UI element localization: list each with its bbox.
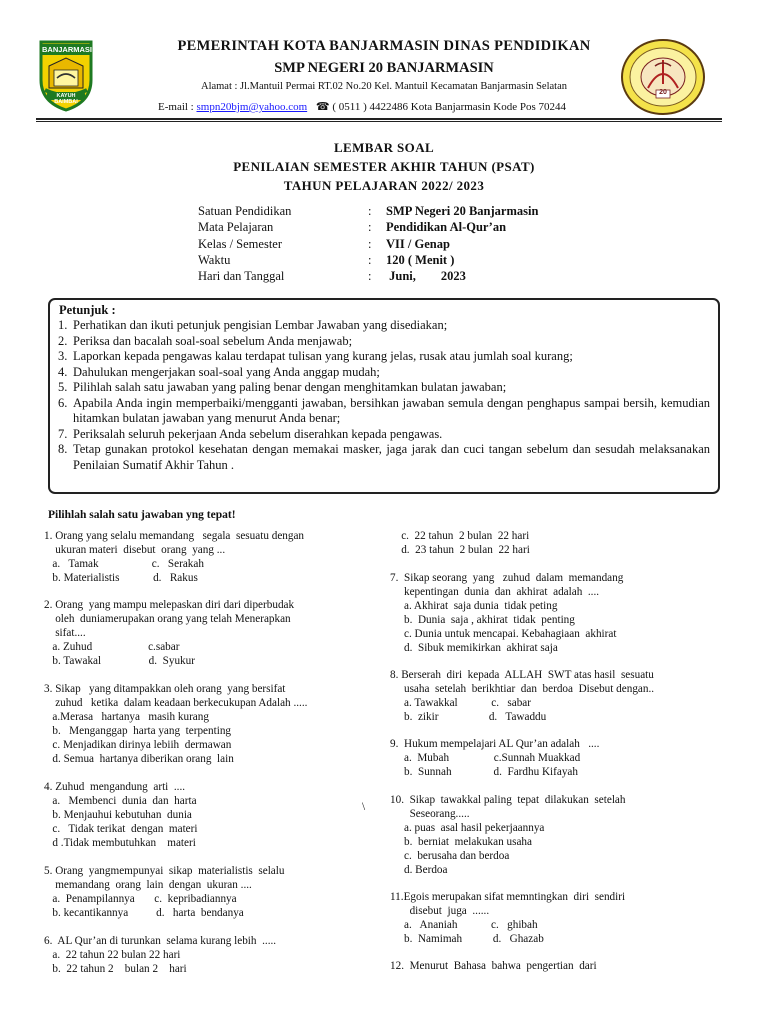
instruction-item: 8. Tetap gunakan protokol kesehatan dengan memakai masker, jaga jarak dan cuci tangan sebelum dan sesudah melaksanakan Penilaian Sumatif Akhir Tahun . xyxy=(58,442,710,472)
question-line: b. Menjauhui kebutuhan dunia xyxy=(44,809,192,821)
logo-motto: KAYUH BAIMBAI xyxy=(54,93,78,105)
info-colon: : xyxy=(368,253,372,267)
question-line: 1. Orang yang selalu memandang segala sesuatu dengan xyxy=(44,530,305,542)
instruction-item: 5. Pilihlah salah satu jawaban yang paling benar dengan menghitamkan bulatan jawaban; xyxy=(58,380,507,394)
question-line: a. Akhirat saja dunia tidak peting xyxy=(390,600,558,612)
header-school-name: SMP NEGERI 20 BANJARMASIN xyxy=(274,60,494,76)
header-government: PEMERINTAH KOTA BANJARMASIN DINAS PENDIDIKAN xyxy=(177,38,591,54)
phone-text: ☎ ( 0511 ) 4422486 Kota Banjarmasin Kode Pos 70244 xyxy=(315,101,566,113)
doc-title: LEMBAR SOAL xyxy=(333,140,435,155)
question-instruction: Pilihlah salah satu jawaban yng tepat! xyxy=(48,509,236,521)
question-line: ukuran materi disebut orang yang ... xyxy=(44,544,226,556)
info-label: Waktu xyxy=(198,253,231,267)
info-colon: : xyxy=(368,269,372,283)
question-line: c. Tidak terikat dengan materi xyxy=(44,823,198,835)
doc-subtitle: PENILAIAN SEMESTER AKHIR TAHUN (PSAT) xyxy=(233,159,535,174)
question-line: d. Semua hartanya diberikan orang lain xyxy=(44,753,234,765)
question-line: disebut juga ...... xyxy=(390,905,490,917)
question-line: b. Sunnah d. Fardhu Kifayah xyxy=(390,766,578,778)
question-line: 10. Sikap tawakkal paling tepat dilakukan setelah xyxy=(390,794,626,806)
instruction-item: 3. Laporkan kepada pengawas kalau terdapat tulisan yang kurang jelas, rusak atau jumlah soal kurang; xyxy=(58,349,573,363)
info-colon: : xyxy=(368,237,372,251)
question-line: b. zikir d. Tawaddu xyxy=(390,711,547,723)
question-line: b. Namimah d. Ghazab xyxy=(390,933,544,945)
question-line: d. 23 tahun 2 bulan 22 hari xyxy=(390,544,530,556)
question-line: kepentingan dunia dan akhirat adalah .... xyxy=(390,586,600,598)
question-line: 11.Egois merupakan sifat memntingkan diri sendiri xyxy=(390,891,626,903)
question-line: b. berniat melakukan usaha xyxy=(390,836,532,848)
question-line: b. Tawakal d. Syukur xyxy=(44,655,195,667)
info-colon: : xyxy=(368,204,372,218)
info-value: Pendidikan Al-Qur’an xyxy=(386,220,507,234)
instruction-item: 6. Apabila Anda ingin memperbaiki/mengganti jawaban, bersihkan jawaban semula dengan penghapus sampai bersih, kemudian hitamkan bulatan jawaban yang menurut Anda benar; xyxy=(58,395,710,425)
question-line: a.Merasa hartanya masih kurang xyxy=(44,711,209,723)
instruction-item: 1. Perhatikan dan ikuti petunjuk pengisian Lembar Jawaban yang disediakan; xyxy=(58,318,448,332)
info-label: Mata Pelajaran xyxy=(198,220,274,234)
question-line: d. Sibuk memikirkan akhirat saja xyxy=(390,642,558,654)
question-line: a. 22 tahun 22 bulan 22 hari xyxy=(44,949,181,961)
question-line: c. berusaha dan berdoa xyxy=(390,850,510,862)
question-line: 6. AL Qur’an di turunkan selama kurang lebih ..... xyxy=(44,935,277,947)
instructions-title: Petunjuk : xyxy=(59,303,116,317)
info-value: Juni, 2023 xyxy=(386,269,466,283)
question-line: oleh duniamerupakan orang yang telah Menerapkan xyxy=(44,613,291,625)
question-line: a. puas asal hasil pekerjaannya xyxy=(390,822,545,834)
question-line: Seseorang..... xyxy=(390,808,470,820)
question-line: c. Dunia untuk mencapai. Kebahagiaan akhirat xyxy=(390,628,617,640)
question-line: b. Dunia saja , akhirat tidak penting xyxy=(390,614,575,626)
question-line: 8. Berserah diri kepada ALLAH SWT atas hasil sesuatu xyxy=(390,669,654,681)
question-line: b. 22 tahun 2 bulan 2 hari xyxy=(44,963,187,975)
question-line: a. Tamak c. Serakah xyxy=(44,558,204,570)
question-line: 4. Zuhud mengandung arti .... xyxy=(44,781,186,793)
instruction-item: 2. Periksa dan bacalah soal-soal sebelum Anda menjawab; xyxy=(58,333,353,348)
question-line: c. 22 tahun 2 bulan 22 hari xyxy=(390,530,530,542)
question-line: b. kecantikannya d. harta bendanya xyxy=(44,907,244,919)
info-colon: : xyxy=(368,220,372,234)
question-line: a. Zuhud c.sabar xyxy=(44,641,180,653)
info-value: SMP Negeri 20 Banjarmasin xyxy=(386,204,539,218)
logo-number: 20 xyxy=(659,89,667,96)
header-address: Alamat : Jl.Mantuil Permai RT.02 No.20 Kel. Mantuil Kecamatan Banjarmasin Selatan xyxy=(200,81,567,92)
question-line: b. Menganggap harta yang terpenting xyxy=(44,725,232,737)
question-line: 2. Orang yang mampu melepaskan diri dari diperbudak xyxy=(44,599,295,611)
doc-year: TAHUN PELAJARAN 2022/ 2023 xyxy=(283,178,485,193)
info-value: 120 ( Menit ) xyxy=(386,253,455,267)
question-line: a. Mubah c.Sunnah Muakkad xyxy=(390,752,581,764)
question-line: a. Ananiah c. ghibah xyxy=(390,919,538,931)
question-line: usaha setelah berikhtiar dan berdoa Disebut dengan.. xyxy=(390,683,655,695)
question-line: a. Tawakkal c. sabar xyxy=(390,697,531,709)
question-line: c. Menjadikan dirinya lebiih dermawan xyxy=(44,739,232,751)
instruction-item: 4. Dahulukan mengerjakan soal-soal yang Anda anggap mudah; xyxy=(58,364,380,379)
stray-backslash: \ xyxy=(362,801,366,813)
question-line: memandang orang lain dengan ukuran .... xyxy=(44,879,252,891)
question-line: a. Penampilannya c. kepribadiannya xyxy=(44,893,237,905)
instruction-item: 7. Periksalah seluruh pekerjaan Anda sebelum diserahkan kepada pengawas. xyxy=(58,426,443,441)
question-line: sifat.... xyxy=(44,627,86,639)
question-line: 9. Hukum mempelajari AL Qur’an adalah .... xyxy=(390,738,600,750)
question-line: 3. Sikap yang ditampakkan oleh orang yang bersifat xyxy=(44,683,286,695)
questions-right-column xyxy=(390,0,730,1024)
question-line: zuhud ketika dalam keadaan berkecukupan Adalah ..... xyxy=(44,697,308,709)
question-line: b. Materialistis d. Rakus xyxy=(44,572,198,584)
logo-text: BANJARMASIN xyxy=(42,45,98,54)
email-link[interactable]: smpn20bjm@yahoo.com xyxy=(196,101,308,113)
info-label: Hari dan Tanggal xyxy=(198,269,285,283)
question-line: d. Berdoa xyxy=(390,864,448,876)
info-label: Kelas / Semester xyxy=(198,237,283,251)
questions-left-column xyxy=(44,0,384,1024)
question-line: 5. Orang yangmempunyai sikap materialistis selalu xyxy=(44,865,285,877)
email-label: E-mail : xyxy=(158,101,197,113)
question-line: a. Membenci dunia dan harta xyxy=(44,795,197,807)
question-line: 12. Menurut Bahasa bahwa pengertian dari xyxy=(390,960,597,972)
question-line: d .Tidak membutuhkan materi xyxy=(44,837,196,849)
info-value: VII / Genap xyxy=(386,237,450,251)
question-line: 7. Sikap seorang yang zuhud dalam memandang xyxy=(390,572,624,584)
info-label: Satuan Pendidikan xyxy=(198,204,292,218)
